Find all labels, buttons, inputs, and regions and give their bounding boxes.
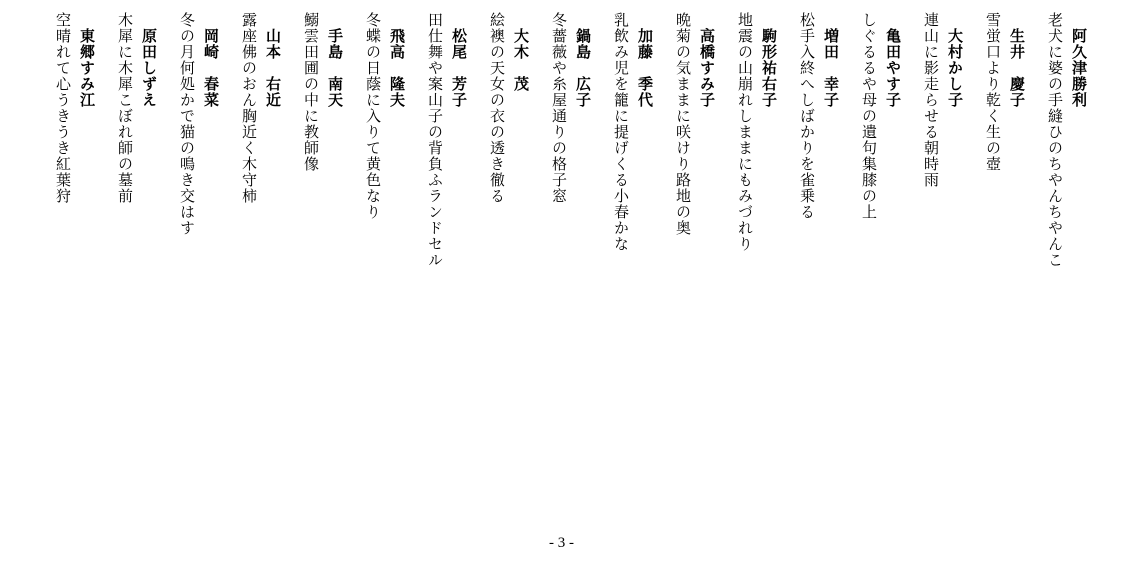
haiku-author: 大村かし子 <box>946 28 964 108</box>
haiku-verse: 冬蝶の日蔭に入りて黄色なり <box>364 12 382 220</box>
haiku-author: 岡崎 春菜 <box>202 28 220 108</box>
haiku-author: 原田しずえ <box>140 28 158 108</box>
haiku-verse: 老犬に婆の手縫ひのちやんちやんこ <box>1046 12 1064 268</box>
haiku-author: 増田 幸子 <box>822 28 840 108</box>
haiku-verse: 空晴れて心うきうき紅葉狩 <box>54 12 72 204</box>
haiku-author: 鍋島 広子 <box>574 28 592 108</box>
haiku-verse: 田仕舞や案山子の背負ふランドセル <box>426 12 444 268</box>
haiku-verse: 松手入終へしばかりを雀乗る <box>798 12 816 220</box>
haiku-author: 松尾 芳子 <box>450 28 468 108</box>
haiku-author: 山本 右近 <box>264 28 282 108</box>
haiku-author: 生井 慶子 <box>1008 28 1026 108</box>
haiku-verse: 鰯雲田圃の中に教師像 <box>302 12 320 172</box>
haiku-author: 大木 茂 <box>512 28 530 92</box>
haiku-author: 東郷すみ江 <box>78 28 96 108</box>
haiku-verse: 晩菊の気ままに咲けり路地の奥 <box>674 12 692 236</box>
haiku-author: 手島 南天 <box>326 28 344 108</box>
haiku-verse: 露座佛のおん胸近く木守柿 <box>240 12 258 204</box>
haiku-verse: 冬の月何処かで猫の鳴き交はす <box>178 12 196 236</box>
haiku-verse: 連山に影走らせる朝時雨 <box>922 12 940 188</box>
haiku-verse: 乳飲み児を籠に提げくる小春かな <box>612 12 630 252</box>
haiku-author: 飛高 隆夫 <box>388 28 406 108</box>
haiku-verse: 冬薔薇や糸屋通りの格子窓 <box>550 12 568 204</box>
haiku-verse: 木犀に木犀こぼれ師の墓前 <box>116 12 134 204</box>
page-number: - 3 - <box>549 535 574 551</box>
haiku-verse: 雪蛍口より乾く生の壺 <box>984 12 1002 172</box>
haiku-author: 駒形祐右子 <box>760 28 778 108</box>
haiku-verse: 絵襖の天女の衣の透き徹る <box>488 12 506 204</box>
haiku-verse: しぐるるや母の遺句集膝の上 <box>860 12 878 220</box>
haiku-verse: 地震の山崩れしままにもみづれり <box>736 12 754 252</box>
haiku-author: 阿久津勝利 <box>1070 28 1088 108</box>
haiku-author: 加藤 季代 <box>636 28 654 108</box>
haiku-author: 亀田やす子 <box>884 28 902 108</box>
haiku-author: 高橋すみ子 <box>698 28 716 108</box>
